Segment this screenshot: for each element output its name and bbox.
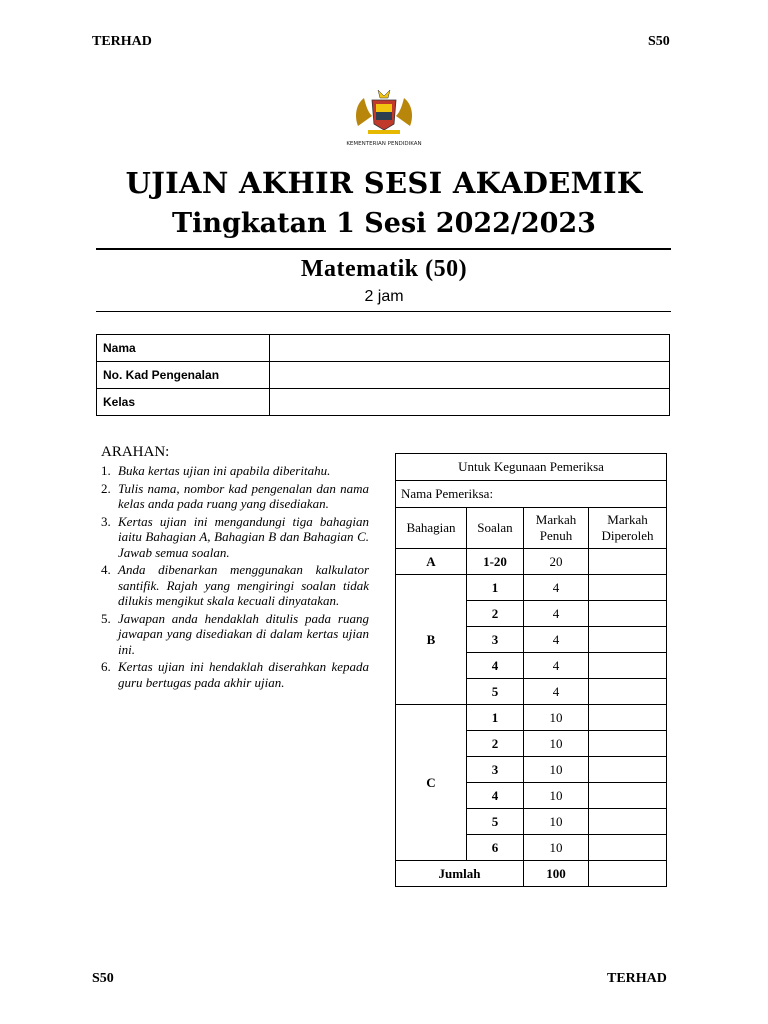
- full-marks-value: 10: [524, 783, 589, 809]
- obtained-marks-field[interactable]: [589, 575, 667, 601]
- identity-row-class: [97, 389, 670, 416]
- title-divider: [96, 248, 671, 250]
- question-number: 1: [467, 575, 524, 601]
- full-marks-value: 10: [524, 705, 589, 731]
- instruction-item: [101, 659, 369, 690]
- question-number: 2: [467, 601, 524, 627]
- total-obtained-field[interactable]: [589, 861, 667, 887]
- full-marks-value: 4: [524, 679, 589, 705]
- exam-title: UJIAN AKHIR SESI AKADEMIK: [125, 166, 643, 200]
- instruction-item: [101, 481, 369, 512]
- table-row: [396, 549, 667, 575]
- header-left-label: TERHAD: [92, 34, 152, 49]
- instruction-text: Jawapan anda hendaklah ditulis pada ruang jawapan yang disediakan di dalam kertas ujian ini.: [118, 610, 369, 657]
- instruction-text: Kertas ujian ini mengandungi tiga bahagian iaitu Bahagian A, Bahagian B dan Bahagian C. Jawab semua soalan.: [118, 513, 369, 560]
- obtained-marks-field[interactable]: [589, 653, 667, 679]
- instruction-text: Anda dibenarkan menggunakan kalkulator santifik. Rajah yang mengiringi soalan tidak dilukis mengikut skala kecuali dinyatakan.: [118, 562, 369, 608]
- question-number: 4: [467, 783, 524, 809]
- instruction-number: 3.: [101, 513, 111, 529]
- table-row: [396, 575, 667, 601]
- instruction-number: 5.: [101, 610, 111, 626]
- subject-title: Matematik (50): [300, 256, 468, 282]
- instruction-text: Kertas ujian ini hendaklah diserahkan kepada guru bertugas pada akhir ujian.: [118, 659, 369, 690]
- obtained-marks-field[interactable]: [589, 731, 667, 757]
- obtained-marks-field[interactable]: [589, 601, 667, 627]
- obtained-marks-field[interactable]: [589, 549, 667, 575]
- instruction-item: [101, 611, 369, 658]
- question-number: 4: [467, 653, 524, 679]
- footer-left-label: S50: [92, 971, 114, 986]
- question-number: 1-20: [467, 549, 524, 575]
- full-marks-value: 10: [524, 835, 589, 861]
- full-marks-value: 10: [524, 809, 589, 835]
- question-number: 2: [467, 731, 524, 757]
- full-marks-value: 4: [524, 601, 589, 627]
- identity-label: Nama: [97, 335, 270, 362]
- full-marks-value: 4: [524, 627, 589, 653]
- instruction-number: 4.: [101, 562, 111, 577]
- obtained-marks-field[interactable]: [589, 809, 667, 835]
- identity-value-field[interactable]: [270, 362, 670, 389]
- table-row: [396, 705, 667, 731]
- full-marks-value: 4: [524, 575, 589, 601]
- header-obtained-marks: Markah Diperoleh: [589, 508, 667, 549]
- instruction-item: [101, 562, 369, 609]
- question-number: 5: [467, 679, 524, 705]
- instruction-item: [101, 514, 369, 561]
- instruction-number: 6.: [101, 659, 111, 674]
- obtained-marks-field[interactable]: [589, 627, 667, 653]
- full-marks-value: 10: [524, 757, 589, 783]
- full-marks-value: 20: [524, 549, 589, 575]
- crest-caption: KEMENTERIAN PENDIDIKAN: [346, 141, 422, 147]
- obtained-marks-field[interactable]: [589, 757, 667, 783]
- section-label: A: [396, 549, 467, 575]
- question-number: 6: [467, 835, 524, 861]
- footer-right-label: TERHAD: [607, 971, 667, 986]
- obtained-marks-field[interactable]: [589, 705, 667, 731]
- full-marks-value: 4: [524, 653, 589, 679]
- exam-subtitle: Tingkatan 1 Sesi 2022/2023: [172, 208, 596, 239]
- full-marks-value: 10: [524, 731, 589, 757]
- instruction-number: 1.: [101, 463, 111, 478]
- instructions-list: [101, 463, 369, 692]
- examiner-marks-table: [395, 453, 667, 887]
- instruction-number: 2.: [101, 480, 111, 496]
- instructions-heading: ARAHAN:: [101, 444, 170, 460]
- identity-value-field[interactable]: [270, 389, 670, 416]
- question-number: 5: [467, 809, 524, 835]
- header-full-marks: Markah Penuh: [524, 508, 589, 549]
- header-question: Soalan: [467, 508, 524, 549]
- instruction-text: Tulis nama, nombor kad pengenalan dan nama kelas anda pada ruang yang disediakan.: [118, 480, 369, 511]
- examiner-name-field[interactable]: Nama Pemeriksa:: [396, 481, 667, 508]
- identity-row-name: [97, 335, 670, 362]
- total-row: [396, 861, 667, 887]
- total-full-marks: 100: [524, 861, 589, 887]
- student-identity-table: [96, 334, 670, 416]
- question-number: 3: [467, 627, 524, 653]
- question-number: 1: [467, 705, 524, 731]
- instruction-text: Buka kertas ujian ini apabila diberitahu.: [118, 463, 331, 478]
- total-label: Jumlah: [396, 861, 524, 887]
- question-number: 3: [467, 757, 524, 783]
- identity-row-ic: [97, 362, 670, 389]
- instruction-item: [101, 463, 369, 479]
- section-label: C: [396, 705, 467, 861]
- duration-label: 2 jam: [364, 288, 404, 305]
- obtained-marks-field[interactable]: [589, 679, 667, 705]
- identity-value-field[interactable]: [270, 335, 670, 362]
- marks-table-title: Untuk Kegunaan Pemeriksa: [396, 454, 667, 481]
- obtained-marks-field[interactable]: [589, 835, 667, 861]
- header-section: Bahagian: [396, 508, 467, 549]
- section-label: B: [396, 575, 467, 705]
- identity-label: No. Kad Pengenalan: [97, 362, 270, 389]
- ministry-crest-logo: [344, 86, 424, 148]
- identity-label: Kelas: [97, 389, 270, 416]
- obtained-marks-field[interactable]: [589, 783, 667, 809]
- header-right-label: S50: [648, 34, 670, 49]
- subject-divider: [96, 311, 671, 312]
